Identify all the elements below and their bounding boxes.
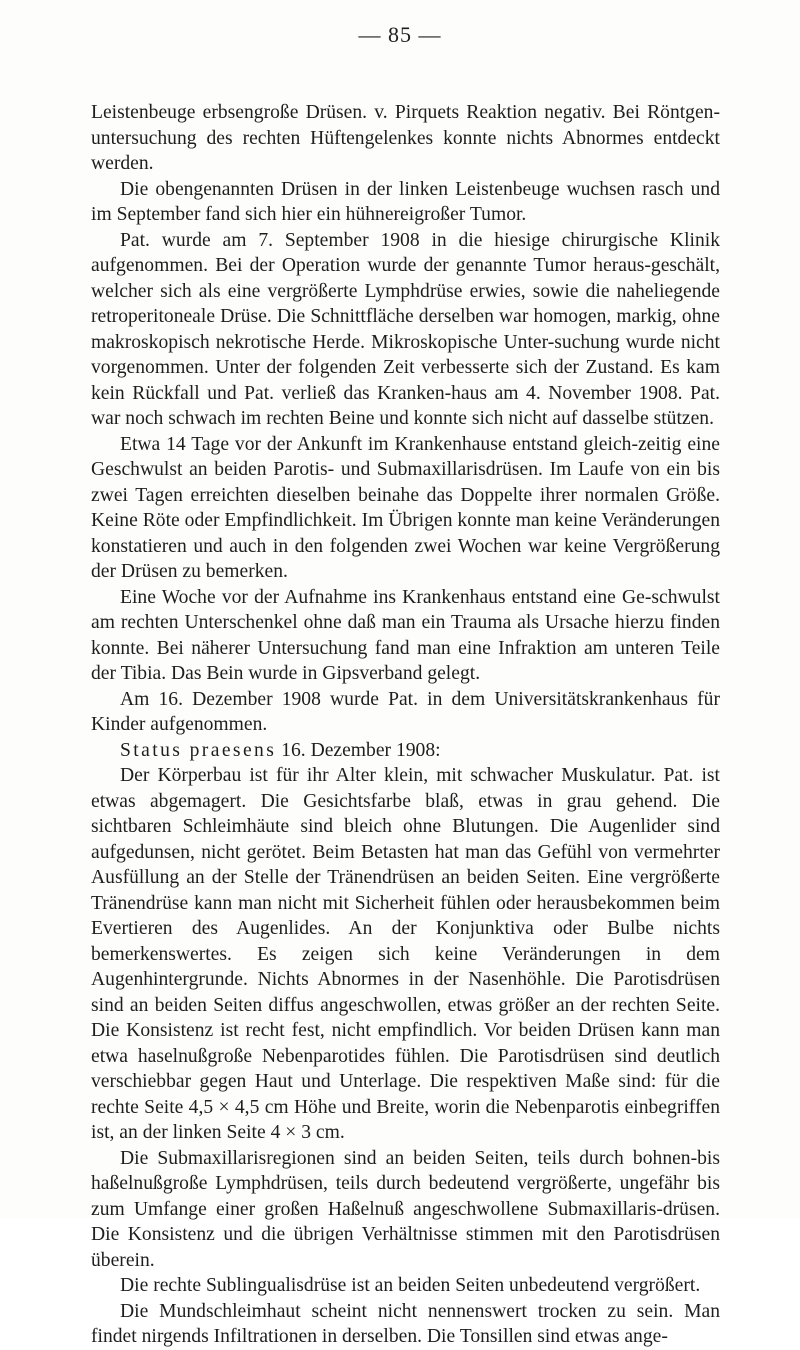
- paragraph: Der Körperbau ist für ihr Alter klein, mit schwacher Muskulatur. Pat. ist etwas abgemagert. Die Gesichtsfarbe blaß, etwas in grau gehend. Die sichtbaren Schleimhäute sind bleich ohne Blutungen. Die Augenlider sind aufgedunsen, nicht gerötet. Beim Betasten hat man das Gefühl von vermehrter Ausfüllung an der Stelle der Tränendrüsen an beiden Seiten. Eine vergrößerte Tränendrüse kann man nicht mit Sicherheit fühlen oder herausbekommen beim Evertieren des Augenlides. An der Konjunktiva oder Bulbe nichts bemerkenswertes. Es zeigen sich keine Veränderungen in dem Augenhintergrunde. Nichts Abnormes in der Nasenhöhle. Die Parotisdrüsen sind an beiden Seiten diffus angeschwollen, etwas größer an der rechten Seite. Die Konsistenz ist recht fest, nicht empfindlich. Vor beiden Drüsen kann man etwa haselnußgroße Nebenparotides fühlen. Die Parotisdrüsen sind deutlich verschiebbar gegen Haut und Unterlage. Die respektiven Maße sind: für die rechte Seite 4,5 × 4,5 cm Höhe und Breite, worin die Nebenparotis einbegriffen ist, an der linken Seite 4 × 3 cm.: [91, 765, 720, 1143]
- paragraph: Leistenbeuge erbsengroße Drüsen. v. Pirquets Reaktion negativ. Bei Röntgen-untersuchung des rechten Hüftengelenkes konnte nichts Abnormes entdeckt werden.: [91, 102, 720, 174]
- paragraph: Die Submaxillarisregionen sind an beiden Seiten, teils durch bohnen-bis haßelnußgroße Lymphdrüsen, teils durch bedeutend vergrößerte, ungefähr bis zum Umfange einer großen Haßelnuß angeschwollene Submaxillaris-drüsen. Die Konsistenz und die übrigen Verhältnisse stimmen mit den Parotisdrüsen überein.: [91, 1147, 720, 1271]
- page-number: — 85 —: [358, 22, 442, 47]
- paragraph: Am 16. Dezember 1908 wurde Pat. in dem Universitätskrankenhaus für Kinder aufgenommen.: [91, 688, 720, 735]
- paragraph: Etwa 14 Tage vor der Ankunft im Krankenhause entstand gleich-zeitig eine Geschwulst an beiden Parotis- und Submaxillarisdrüsen. Im Laufe von ein bis zwei Tagen erreichten dieselben beinahe das Doppelte ihrer normalen Größe. Keine Röte oder Empfindlichkeit. Im Übrigen konnte man keine Veränderungen konstatieren und auch in den folgenden zwei Wochen war keine Vergrößerung der Drüsen zu bemerken.: [91, 433, 720, 582]
- paragraph: Eine Woche vor der Aufnahme ins Krankenhaus entstand eine Ge-schwulst am rechten Unterschenkel ohne daß man ein Trauma als Ursache hierzu finden konnte. Bei näherer Untersuchung fand man eine Infraktion am unteren Teile der Tibia. Das Bein wurde in Gipsverband gelegt.: [91, 586, 720, 684]
- paragraph: Pat. wurde am 7. September 1908 in die hiesige chirurgische Klinik aufgenommen. Bei der Operation wurde der genannte Tumor heraus-geschält, welcher sich als eine vergrößerte Lymphdrüse erwies, sowie die naheliegende retroperitoneale Drüse. Die Schnittfläche derselben war homogen, markig, ohne makroskopisch nekrotische Herde. Mikroskopische Unter-suchung wurde nicht vorgenommen. Unter der folgenden Zeit verbesserte sich der Zustand. Es kam kein Rückfall und Pat. verließ das Kranken-haus am 4. November 1908. Pat. war noch schwach im rechten Beine und konnte sich nicht auf dasselbe stützen.: [91, 229, 720, 429]
- paragraph: Die obengenannten Drüsen in der linken Leistenbeuge wuchsen rasch und im September fand sich hier ein hühnereigroßer Tumor.: [91, 178, 720, 225]
- body-text: [91, 100, 720, 1350]
- paragraph: Die Mundschleimhaut scheint nicht nennenswert trocken zu sein. Man findet nirgends Infiltrationen in derselben. Die Tonsillen sind etwas ange-: [91, 1300, 720, 1347]
- paragraph: Die rechte Sublingualisdrüse ist an beiden Seiten unbedeutend vergrößert.: [120, 1275, 701, 1296]
- status-label: Status praesens: [120, 739, 277, 761]
- status-date: 16. Dezember 1908:: [281, 739, 441, 761]
- status-heading: [91, 738, 720, 764]
